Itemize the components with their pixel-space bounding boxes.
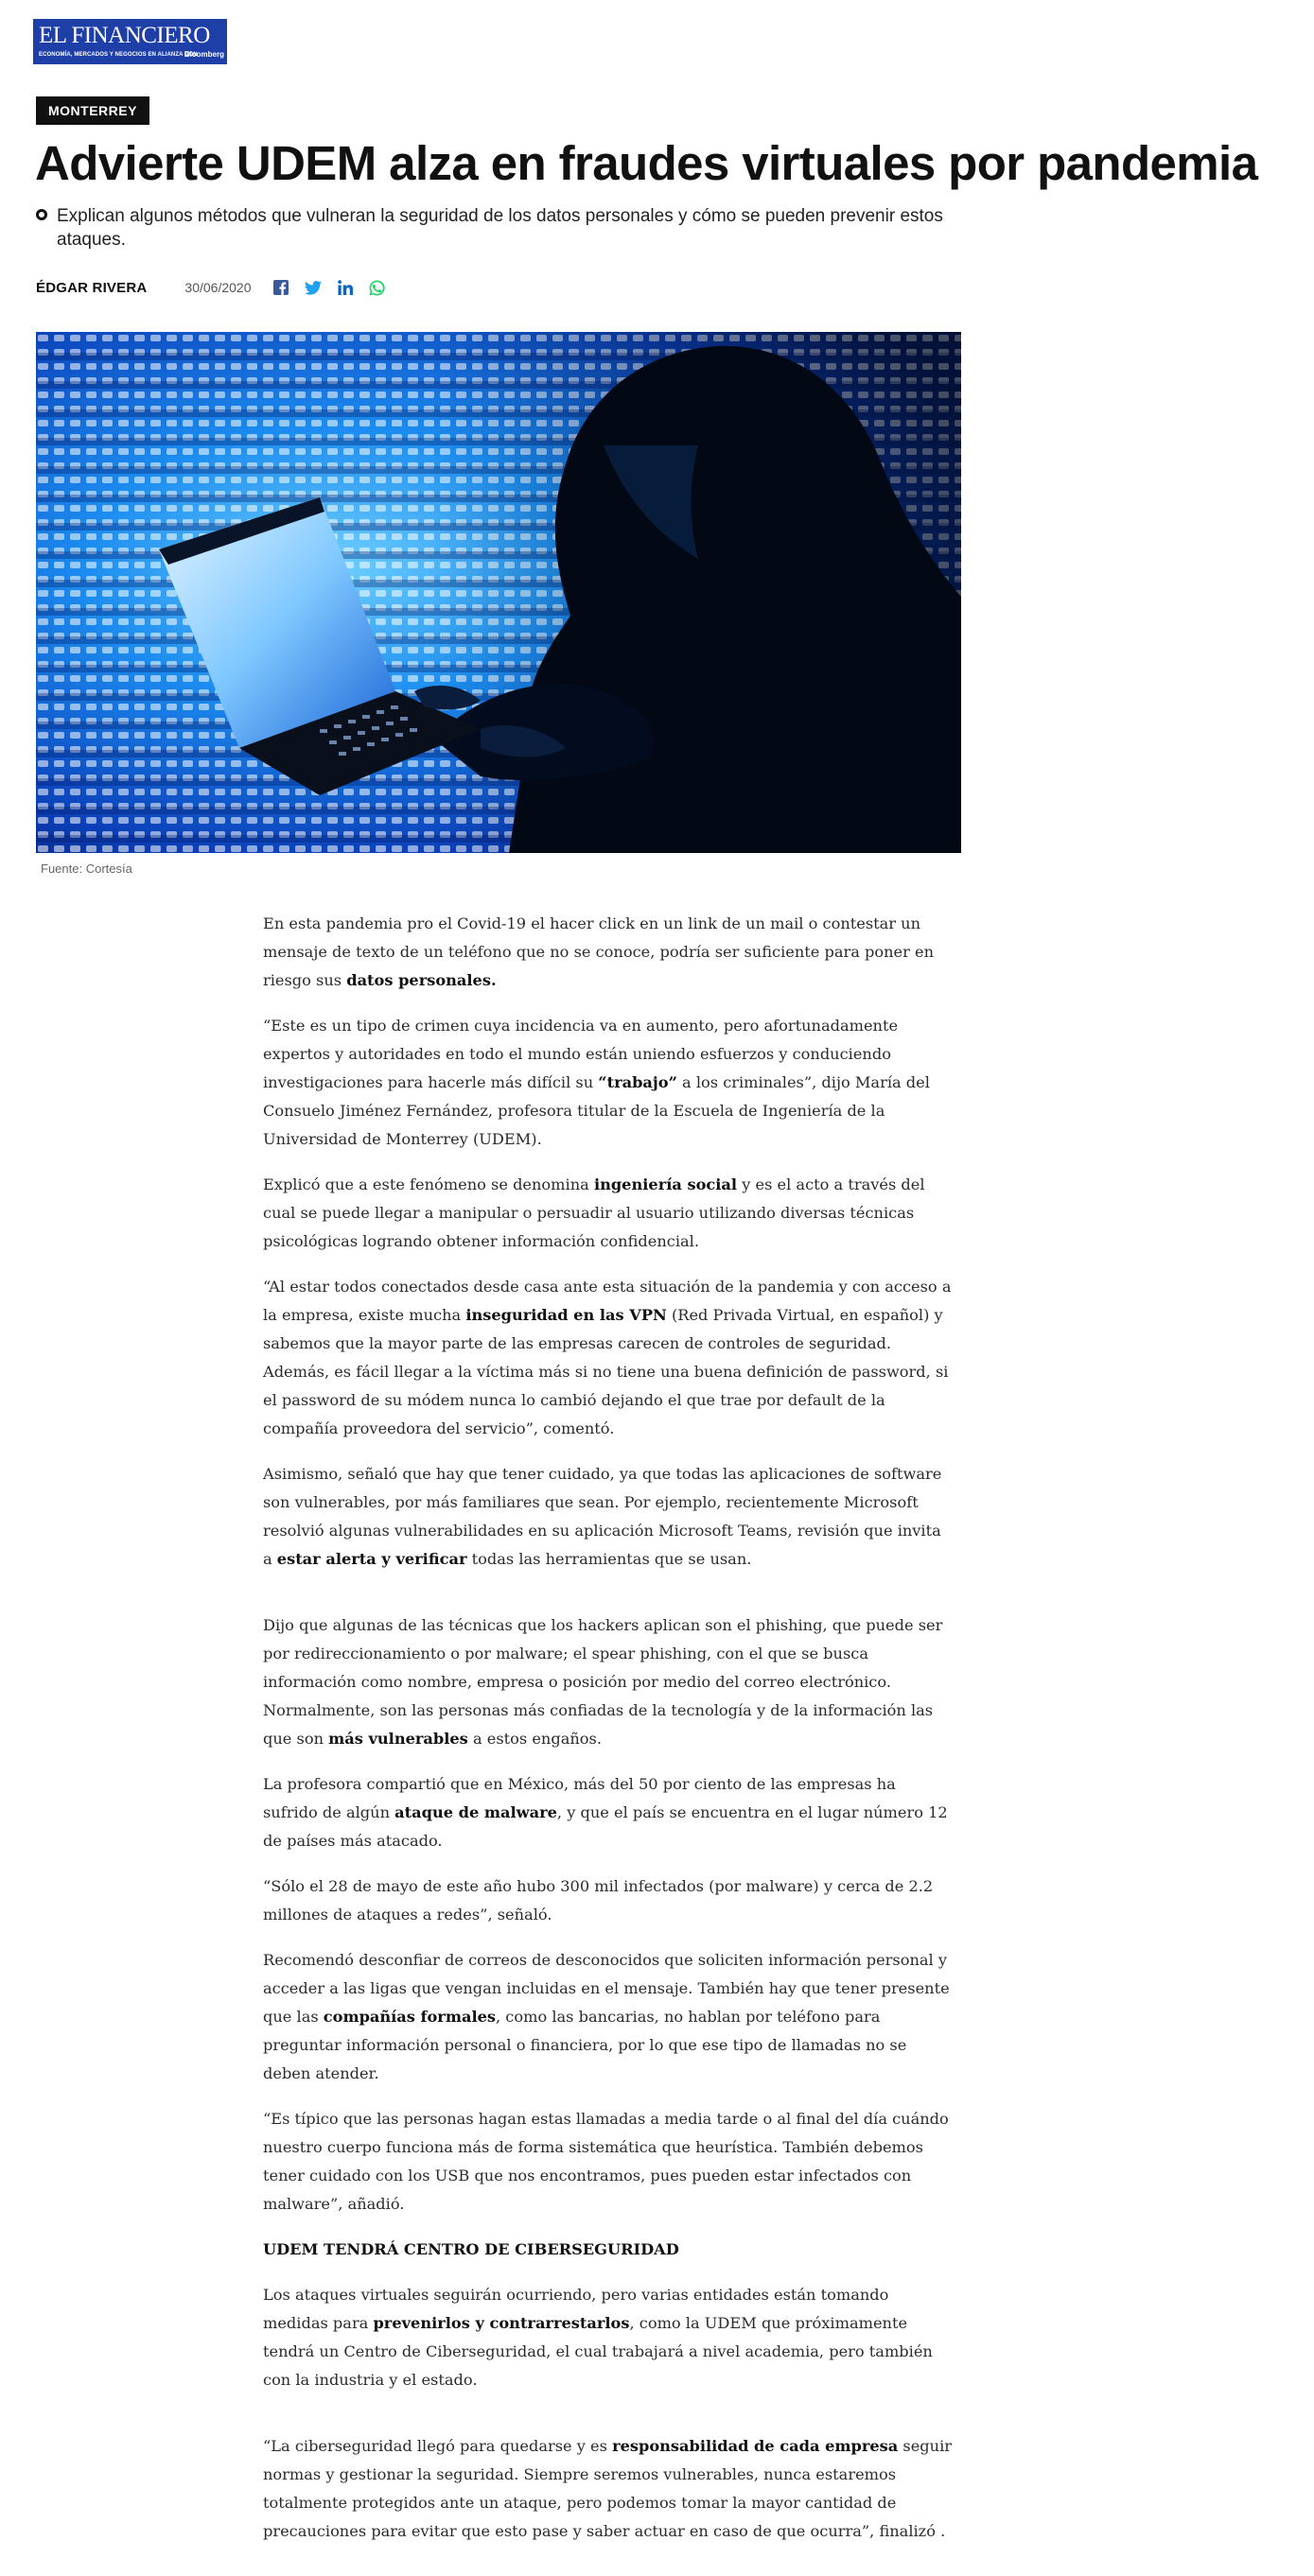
bullet-icon — [36, 209, 47, 220]
summary-text: Explican algunos métodos que vulneran la seguridad de los datos personales y cómo se pueden prevenir estos ataques. — [57, 206, 943, 250]
site-logo[interactable] — [33, 19, 227, 64]
paragraph: Recomendó desconfiar de correos de desconocidos que soliciten información personal y acceder a las ligas que vengan incluidas en el mensaje. También hay que tener presente que las compañías formales, como las bancarias, no hablan por teléfono para preguntar información personal o financiera, por lo que ese tipo de llamadas no se deben atender. — [263, 1951, 950, 2082]
section-tag[interactable]: MONTERREY — [36, 96, 149, 125]
paragraph: “Al estar todos conectados desde casa ante esta situación de la pandemia y con acceso a la empresa, existe mucha inseguridad en las VPN (Red Privada Virtual, en español) y sabemos que la mayor parte de las empresas carecen de controles de seguridad. Además, es fácil llegar a la víctima más si no tiene una buena definición de password, si el password de su módem nunca lo cambió dejando el que trae por default de la compañía proveedora del servicio”, comentó. — [263, 1278, 952, 1437]
facebook-icon[interactable] — [272, 279, 289, 296]
whatsapp-icon[interactable] — [369, 279, 386, 296]
logo-tagline: ECONOMÍA, MERCADOS Y NEGOCIOS EN ALIANZA CON — [39, 52, 198, 58]
paragraph: “Es típico que las personas hagan estas llamadas a media tarde o al final del día cuándo nuestro cuerpo funciona más de forma sistemática que heurística. También debemos tener cuidado con los USB que nos encontramos, pues pueden estar infectados con malware”, añadió. — [263, 2110, 949, 2213]
paragraph: En esta pandemia pro el Covid-19 el hacer click en un link de un mail o contestar un mensaje de texto de un teléfono que no se conoce, podría ser suficiente para poner en riesgo sus datos personales. — [263, 914, 935, 989]
paragraph: Explicó que a este fenómeno se denomina ingeniería social y es el acto a través del cual se puede llegar a manipular o persuadir al usuario utilizando diversas técnicas psicológicas logrando obtener información confidencial. — [263, 1175, 925, 1250]
article-body — [263, 910, 954, 2563]
paragraph: La profesora compartió que en México, más del 50 por ciento de las empresas ha sufrido de algún ataque de malware, y que el país se encuentra en el lugar número 12 de países más atacado. — [263, 1775, 948, 1850]
paragraph: “Este es un tipo de crimen cuya incidencia va en aumento, pero afortunadamente expertos y autoridades en todo el mundo están uniendo esfuerzos y conduciendo investigaciones para hacerle más difícil su “trabajo” a los criminales”, dijo María del Consuelo Jiménez Fernández, profesora titular de la Escuela de Ingeniería de la Universidad de Monterrey (UDEM). — [263, 1017, 930, 1148]
image-caption: Fuente: Cortesía — [41, 862, 132, 876]
paragraph: Asimismo, señaló que hay que tener cuidado, ya que todas las aplicaciones de software son vulnerables, por más familiares que sean. Por ejemplo, recientemente Microsoft resolvió algunas vulnerabilidades en su aplicación Microsoft Teams, revisión que invita a estar alerta y verificar todas las herramientas que se usan. — [263, 1465, 942, 1568]
twitter-icon[interactable] — [305, 279, 322, 296]
paragraph: “Sólo el 28 de mayo de este año hubo 300 mil infectados (por malware) y cerca de 2.2 millones de ataques a redes”, señaló. — [263, 1877, 934, 1923]
hacker-illustration — [36, 332, 961, 853]
paragraph: Dijo que algunas de las técnicas que los hackers aplican son el phishing, que puede ser por redireccionamiento o por malware; el spear phishing, con el que se busca información como nombre, empresa o posición por medio del correo electrónico. Normalmente, son las personas más confiadas de la tecnología y de la información las que son más vulnerables a estos engaños. — [263, 1616, 943, 1748]
author-name[interactable]: ÉDGAR RIVERA — [36, 279, 148, 296]
linkedin-icon[interactable] — [337, 279, 354, 296]
byline — [36, 276, 386, 299]
paragraph: Los ataques virtuales seguirán ocurriendo, pero varias entidades están tomando medidas para prevenirlos y contrarrestarlos, como la UDEM que próximamente tendrá un Centro de Ciberseguridad, el cual trabajará a nivel academia, pero también con la industria y el estado. — [263, 2286, 933, 2389]
paragraph: “La ciberseguridad llegó para quedarse y es responsabilidad de cada empresa seguir normas y gestionar la seguridad. Siempre seremos vulnerables, nunca estaremos totalmente protegidos ante un ataque, pero podemos tomar la mayor cantidad de precauciones para evitar que esto pase y saber actuar en caso de que ocurra”, finalizó . — [263, 2437, 953, 2540]
section-subheading: UDEM TENDRÁ CENTRO DE CIBERSEGURIDAD — [263, 2240, 679, 2258]
logo-name: EL FINANCIERO — [39, 23, 210, 48]
article-headline: Advierte UDEM alza en fraudes virtuales por pandemia — [35, 136, 1258, 190]
share-bar — [272, 279, 386, 296]
logo-partner: Bloomberg — [184, 50, 224, 59]
publish-date: 30/06/2020 — [184, 280, 252, 295]
hero-image — [36, 332, 961, 853]
article-summary — [36, 204, 944, 252]
